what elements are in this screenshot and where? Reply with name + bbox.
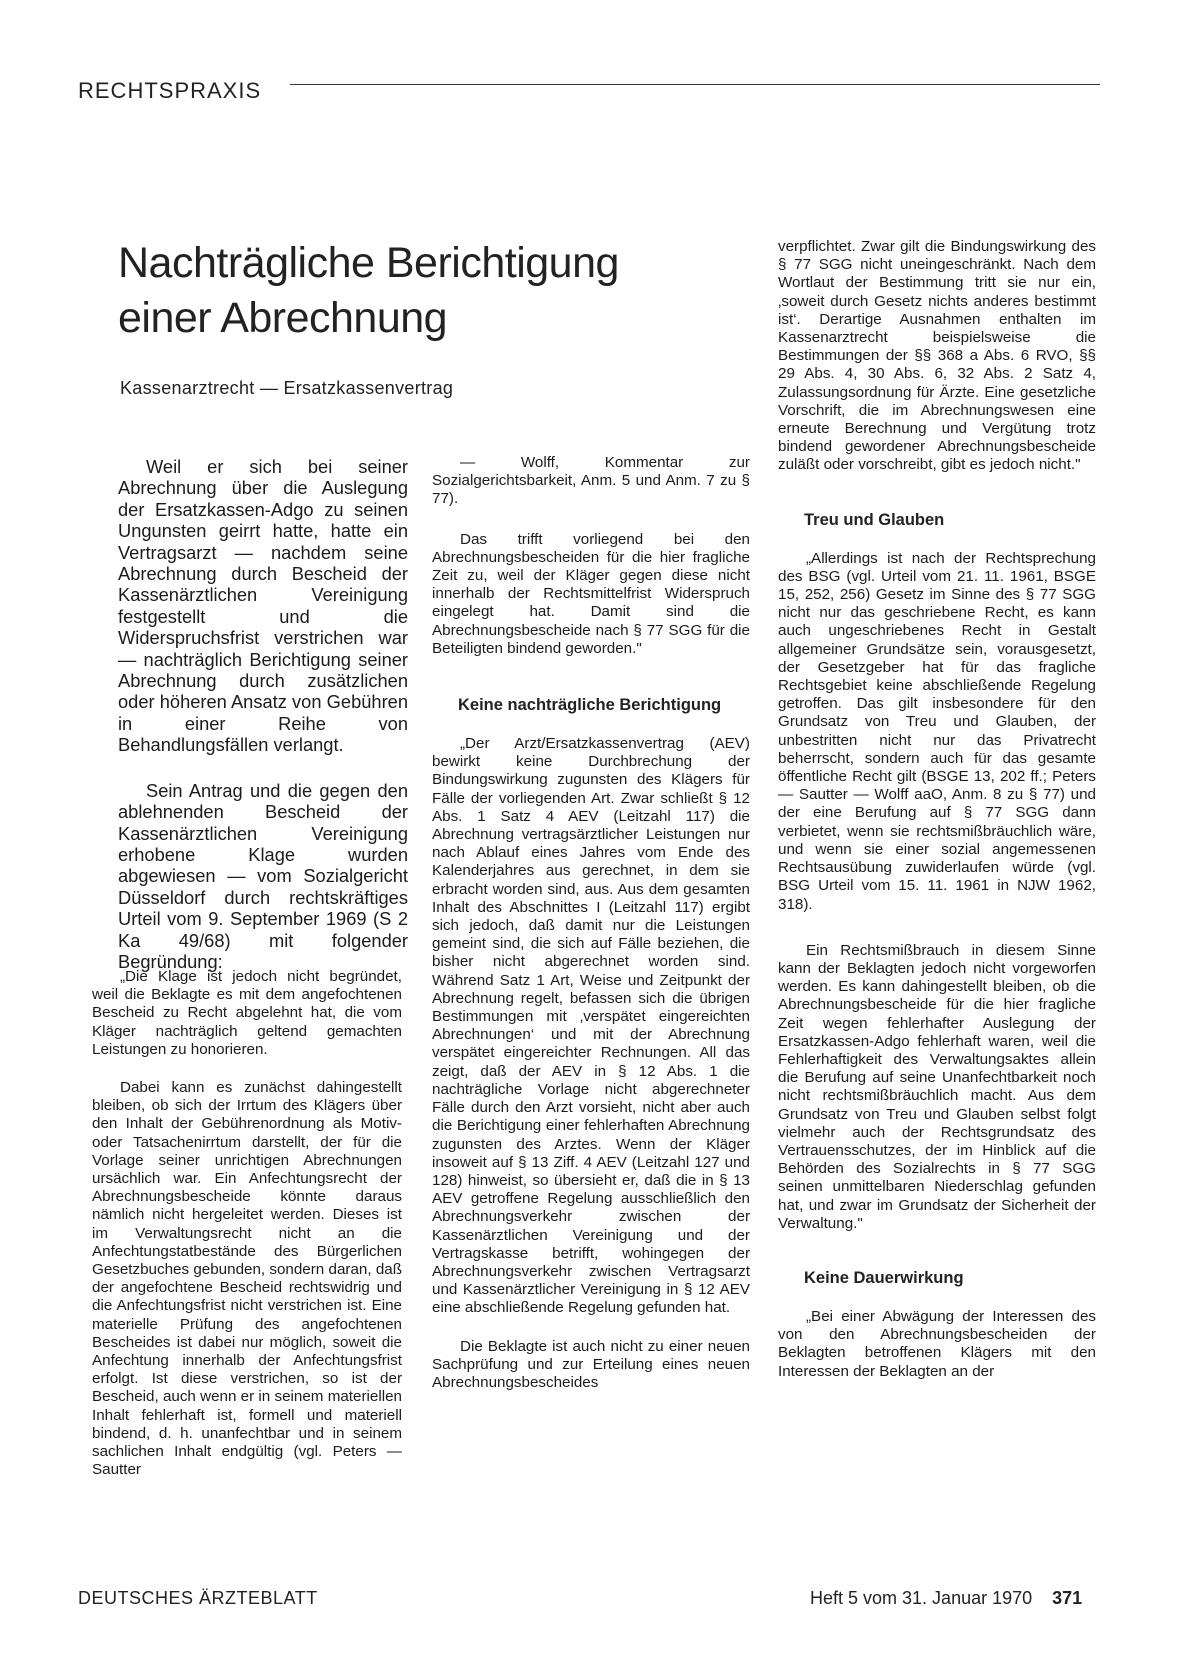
body-paragraph: „Der Arzt/Ersatzkassenvertrag (AEV) bewirkt keine Durchbrechung der Bindungswirkung zugunsten des Klägers für Fälle der vorliegenden Art. Zwar schließt § 12 Abs. 1 Satz 4 AEV (Leitzahl 117) die Abrechnung vertragsärztlicher Leistungen nur nach Ablauf eines Jahres vom Ende des Kalenderjahres aus gerechnet, in dem sie erbracht worden sind, aus. Aus dem gesamten Inhalt des Abschnittes I (Leitzahl 117) ergibt sich jedoch, daß damit nur die Leistungen gemeint sind, die sich auf Fälle beziehen, die bisher nicht abgerechnet worden sind. Während Satz 1 Art, Weise und Zeitpunkt der Abrechnung regelt, befassen sich die übrigen Bestimmungen mit ‚verspätet eingereichten Abrechnungen‘ und mit der Abrechnung verspätet eingereichter Rechnungen. All das zeigt, daß der AEV in § 12 Abs. 1 die nachträgliche Vorlage nicht abgerechneter Fälle durch den Arzt vorsieht, nicht aber auch die Berichtigung einer fehlerhaften Abrechnung zugunsten des Arztes. Wenn der Kläger insoweit auf § 13 Ziff. 4 AEV (Leitzahl 127 und 128) hinweist, so übersieht er, daß die in § 13 AEV getroffene Regelung ausschließlich den Abrechnungsverkehr zwischen der Kassenärztlichen Vereinigung und der Vertragskasse betrifft, wohingegen der Abrechnungsverkehr zwischen Vertragsarzt und Kassenärztlicher Vereinigung in § 12 AEV eine abschließende Regelung gefunden hat. xyxy=(432,735,750,1317)
body-paragraph: Das trifft vorliegend bei den Abrechnungsbescheiden für die hier fragliche Zeit zu, weil der Kläger gegen diese nicht innerhalb der Rechtsmittelfrist Widerspruch eingelegt hat. Damit sind die Abrechnungsbescheide nach § 77 SGG für die Beteiligten bindend geworden." xyxy=(432,530,750,657)
section-heading: Treu und Glauben xyxy=(804,510,945,529)
body-paragraph: Die Beklagte ist auch nicht zu einer neuen Sachprüfung und zur Erteilung eines neuen Abrechnungsbescheides xyxy=(432,1337,750,1391)
body-paragraph: „Die Klage ist jedoch nicht begründet, weil die Beklagte es mit dem angefochtenen Bescheid zu Recht abgelehnt hat, die vom Kläger nachträglich geltend gemachten Leistungen zu honorieren. xyxy=(92,968,402,1058)
header-rule xyxy=(290,84,1100,85)
body-paragraph: verpflichtet. Zwar gilt die Bindungswirkung des § 77 SGG nicht uneingeschränkt. Nach dem Wortlaut der Bestimmung tritt sie nur ein, ‚soweit durch Gesetz nichts anderes bestimmt ist‘. Derartige Ausnahmen enthalten im Kassenarztrecht beispielsweise die Bestimmungen der §§ 368 a Abs. 6 RVO, §§ 29 Abs. 4, 30 Abs. 6, 32 Abs. 2 Satz 4, Zulassungsordnung für Ärzte. Eine gesetzliche Vorschrift, die im Abrechnungswesen eine erneute Berechnung und Vergütung trotz bindend gewordener Abrechnungsbescheide zuläßt oder vorschreibt, gibt es jedoch nicht." xyxy=(778,238,1096,474)
footer-journal: DEUTSCHES ÄRZTEBLATT xyxy=(78,1588,318,1608)
column-1-body xyxy=(92,968,402,1479)
body-paragraph: Dabei kann es zunächst dahingestellt bleiben, ob sich der Irrtum des Klägers über den Inhalt der Gebührenordnung als Motiv- oder Tatsachenirrtum darstellt, der für die Vorlage seiner unrichtigen Abrechnungen ursächlich war. Ein Anfechtungsrecht der Abrechnungsbescheide könnte daraus nämlich nicht hergeleitet werden. Dieses ist im Verwaltungsrecht nicht an die Anfechtungstatbestände des Bürgerlichen Gesetzbuches gebunden, sondern daran, daß der angefochtene Bescheid rechtswidrig und die Anfechtungsfrist nicht verstrichen ist. Eine materielle Prüfung des angefochtenen Bescheides ist dabei nur möglich, soweit die Anfechtung innerhalb der Anfechtungsfrist erfolgt. Ist diese verstrichen, so ist der Bescheid, auch wenn er in seinem materiellen Inhalt fehlerhaft ist, formell und materiell bindend, d. h. unanfechtbar und in seinem sachlichen Inhalt endgültig (vgl. Peters — Sautter xyxy=(92,1079,402,1479)
intro-paragraph-2: Sein Antrag und die gegen den ablehnenden Bescheid der Kassenärztlichen Vereinigung erhobene Klage wurden abgewiesen — vom Sozialgericht Düsseldorf durch rechtskräftiges Urteil vom 9. September 1969 (S 2 Ka 49/68) mit folgender Begründung: xyxy=(118,779,408,972)
body-paragraph: — Wolff, Kommentar zur Sozialgerichtsbarkeit, Anm. 5 und Anm. 7 zu § 77). xyxy=(432,454,750,508)
column-2 xyxy=(432,454,750,1392)
body-paragraph: „Allerdings ist nach der Rechtsprechung des BSG (vgl. Urteil vom 21. 11. 1961, BSGE 15, 252, 256) Gesetz im Sinne des § 77 SGG nicht nur das geschriebene Recht, es kann auch ungeschriebenes Recht in Gestalt allgemeiner Grundsätze sein, vorausgesetzt, der Gesetzgeber hat für das fragliche Rechtsgebiet keine abschließende Regelung getroffen. Das gilt insbesondere für den Grundsatz von Treu und Glauben, der unbestritten nicht nur das Privatrecht beherrscht, sondern auch für das gesamte öffentliche Recht gilt (BSGE 13, 202 ff.; Peters — Sautter — Wolff aaO, Anm. 8 zu § 77) und der eine Berufung auf § 77 SGG dann verbietet, wenn sie rechtsmißbräuchlich wäre, und wenn sie einer sozial angemessenen Rechtsausübung zuwiderlaufen würde (vgl. BSG Urteil vom 15. 11. 1961 in NJW 1962, 318). xyxy=(778,549,1096,913)
section-header: RECHTSPRAXIS xyxy=(78,78,262,103)
column-3 xyxy=(778,238,1096,1381)
article-title xyxy=(118,236,678,346)
section-heading: Keine Dauerwirkung xyxy=(804,1268,964,1287)
footer-issue xyxy=(810,1588,1082,1609)
body-paragraph: „Bei einer Abwägung der Interessen des von den Abrechnungsbescheiden der Beklagten betroffenen Klägers mit den Interessen der Beklagten an der xyxy=(778,1307,1096,1380)
body-paragraph: Ein Rechtsmißbrauch in diesem Sinne kann der Beklagten jedoch nicht vorgeworfen werden. Es kann dahingestellt bleiben, ob die Abrechnungsbescheide für die hier fragliche Zeit wegen fehlerhafter Auslegung der Ersatzkassen-Adgo fehlerhaft waren, weil die Fehlerhaftigkeit des Verwaltungsaktes allein die Berufung auf seine Unanfechtbarkeit noch nicht rechtsmißbräuchlich macht. Aus dem Grundsatz von Treu und Glauben selbst folgt vielmehr auch der Rechtsgrundsatz des Vertrauensschutzes, der im Hinblick auf die Behörden des Sozialrechts in § 77 SGG seinen unmittelbaren Niederschlag gefunden hat, und zwar im Grundsatz der Sicherheit der Verwaltung." xyxy=(778,941,1096,1232)
page-number: 371 xyxy=(1052,1588,1083,1608)
article-subtitle: Kassenarztrecht — Ersatzkassenvertrag xyxy=(120,378,454,398)
intro-paragraph-1: Weil er sich bei seiner Abrechnung über die Auslegung der Ersatzkassen-Adgo zu seinen Ungunsten geirrt hatte, hatte ein Vertragsarzt — nachdem seine Abrechnung durch Bescheid der Kassenärztlichen Vereinigung festgestellt und die Widerspruchsfrist verstrichen war — nachträglich Berichtigung seiner Abrechnung durch zusätzlichen oder höheren Ansatz von Gebühren in einer Reihe von Behandlungsfällen verlangt. xyxy=(118,456,408,756)
column-1-intro xyxy=(118,456,408,972)
title-line-1: Nachträgliche Berichtigung xyxy=(118,239,619,287)
footer-issue-date: Heft 5 vom 31. Januar 1970 xyxy=(810,1588,1033,1608)
title-line-2: einer Abrechnung xyxy=(118,294,448,342)
section-heading: Keine nachträgliche Berichtigung xyxy=(458,696,722,715)
